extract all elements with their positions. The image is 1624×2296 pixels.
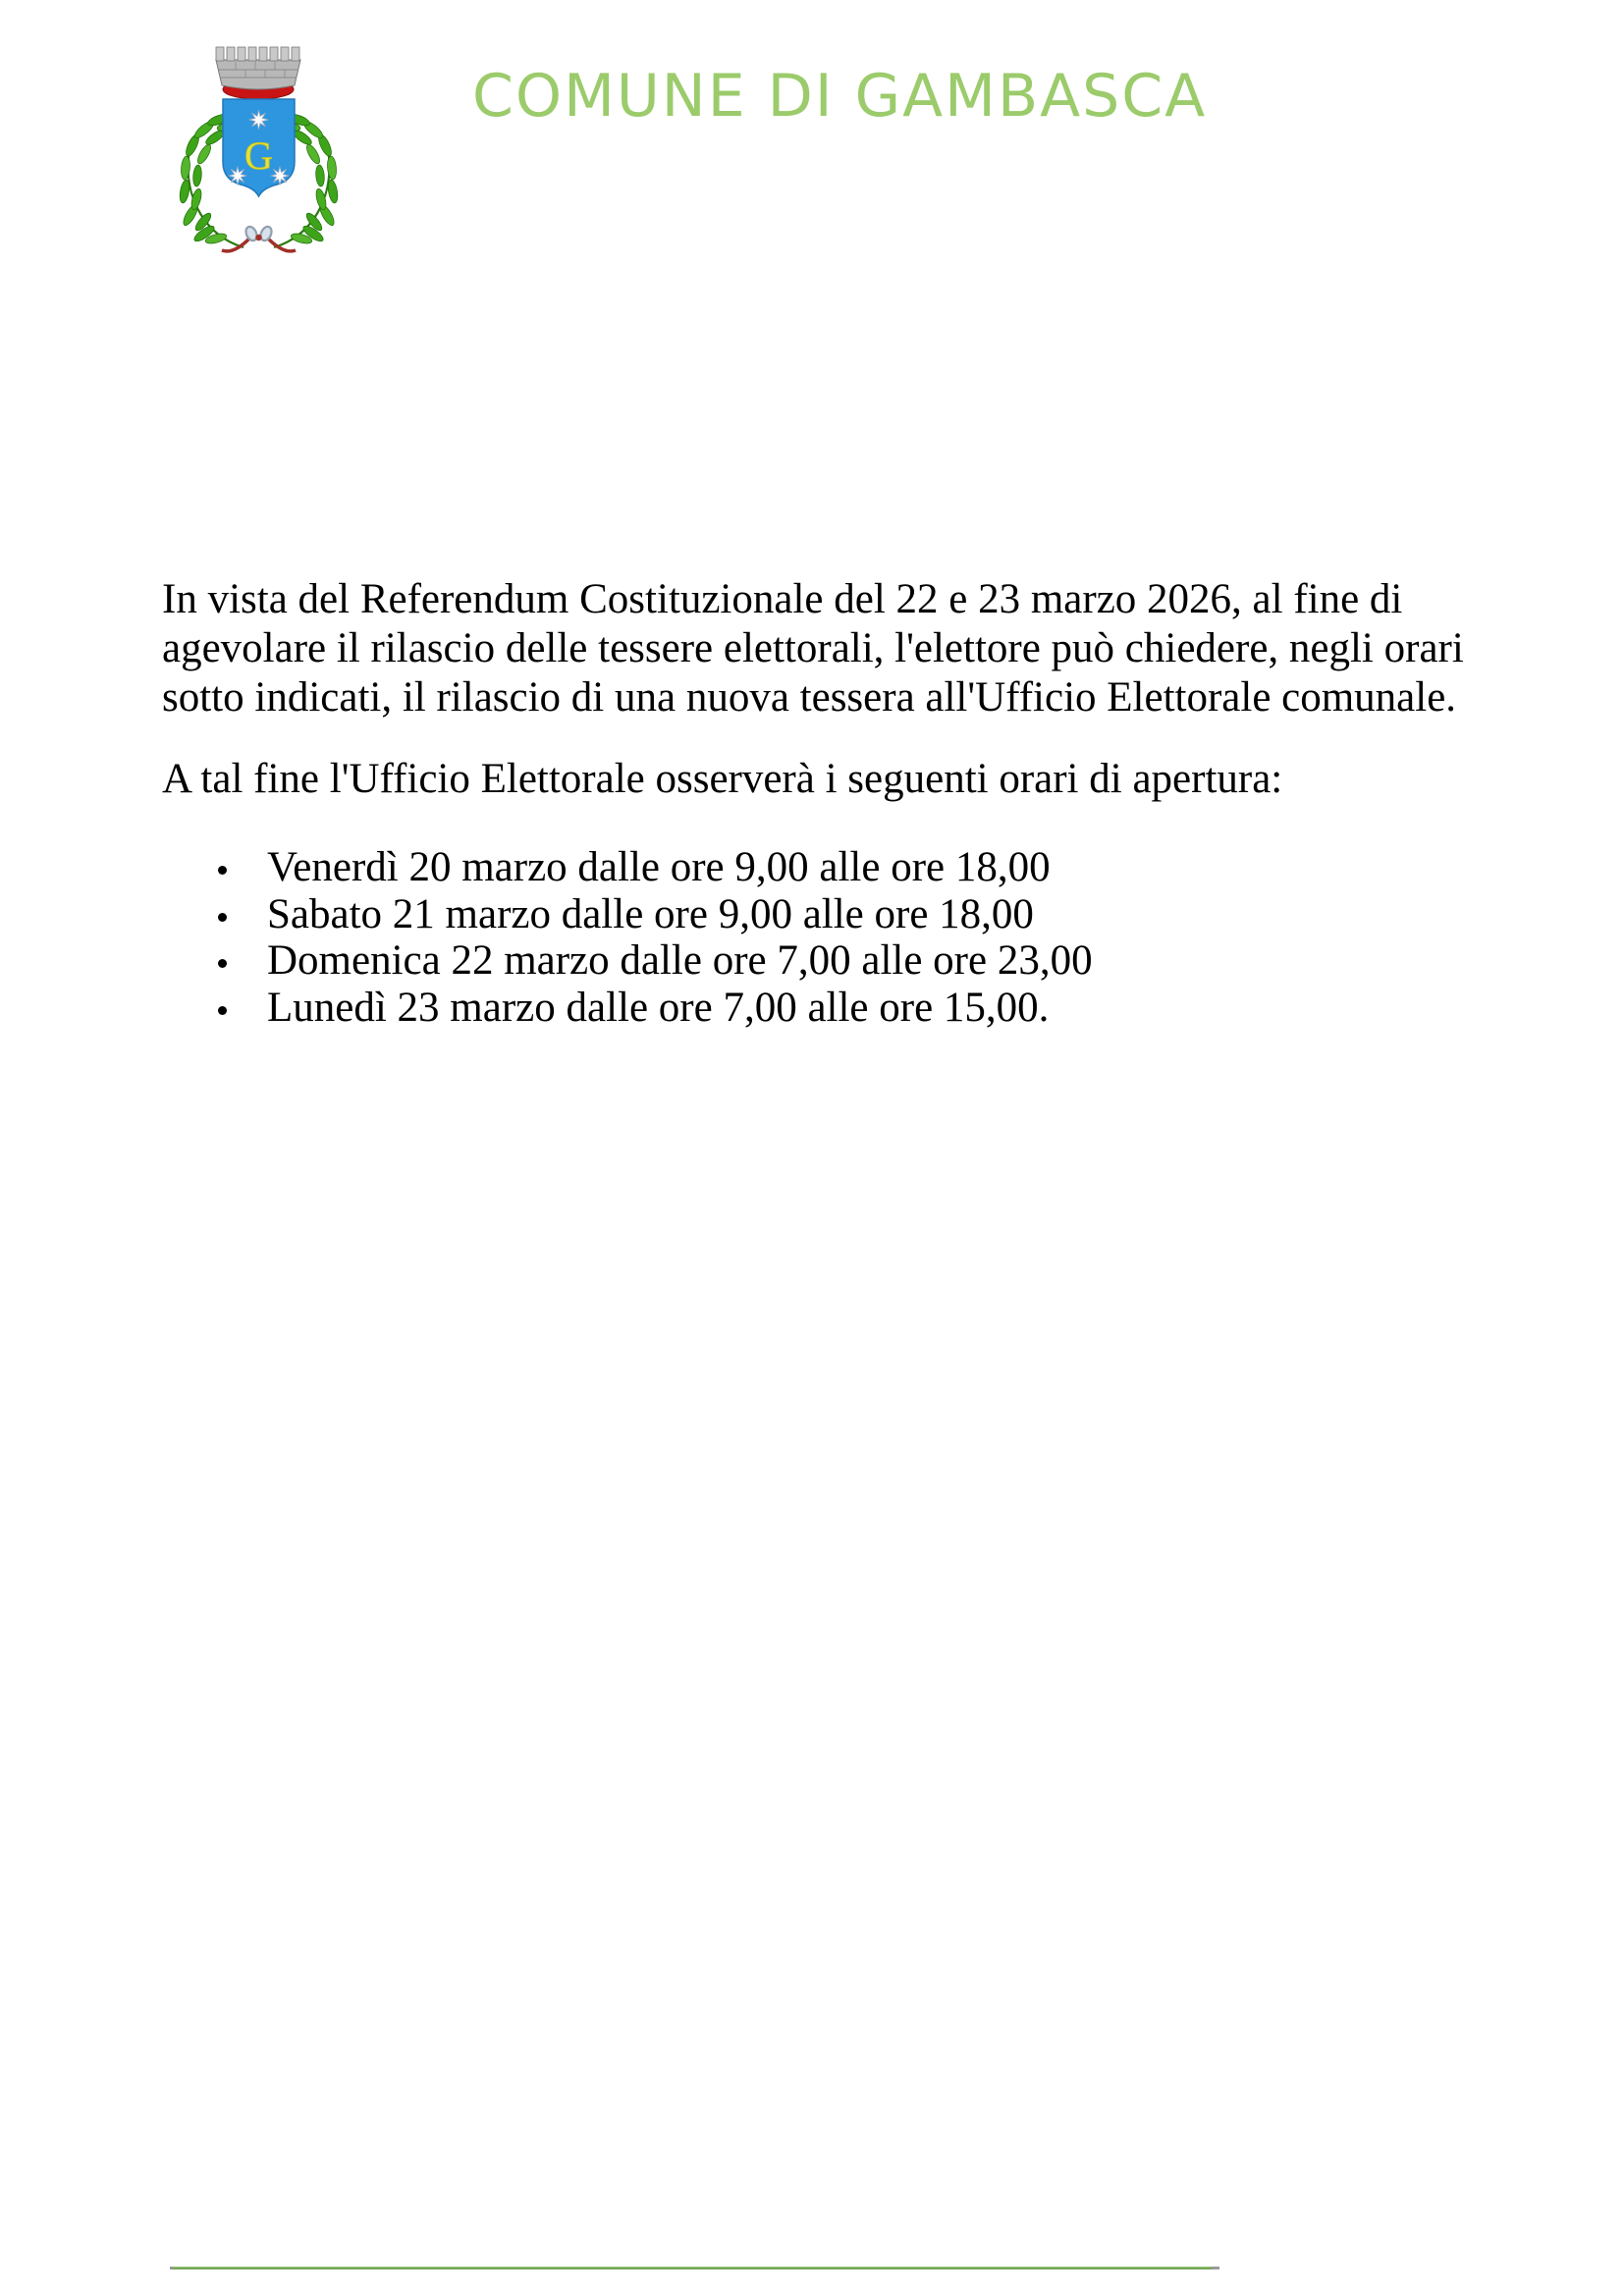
bullet-icon <box>218 913 227 922</box>
divider-line <box>173 2267 1212 2269</box>
list-item-text: Lunedì 23 marzo dalle ore 7,00 alle ore 15,00. <box>267 984 1050 1031</box>
list-item <box>162 937 1093 985</box>
municipality-crest-icon <box>177 44 358 255</box>
list-item <box>162 891 1093 938</box>
list-item <box>162 985 1093 1032</box>
list-item-text: Sabato 21 marzo dalle ore 9,00 alle ore 18,00 <box>267 890 1034 937</box>
list-item <box>162 844 1093 891</box>
paragraph-line: A tal fine l'Ufficio Elettorale osserverà i seguenti orari di apertura: <box>162 756 1283 802</box>
paragraph-line: agevolare il rilascio delle tessere elettorali, l'elettore può chiedere, negli orari <box>162 625 1464 671</box>
shield-letter: G <box>244 133 273 178</box>
list-item-text: Venerdì 20 marzo dalle ore 9,00 alle ore 18,00 <box>267 844 1051 890</box>
page-title: COMUNE DI GAMBASCA <box>472 62 1208 131</box>
star-icon <box>271 167 290 186</box>
footer-divider <box>170 2267 1219 2269</box>
divider-tip <box>1212 2267 1219 2269</box>
paragraph-line: sotto indicati, il rilascio di una nuova tessera all'Ufficio Elettorale comunale. <box>162 674 1457 721</box>
mural-crown-icon <box>216 47 300 99</box>
bullet-icon <box>218 959 227 968</box>
ribbon-bow-icon <box>222 225 296 251</box>
list-item-text: Domenica 22 marzo dalle ore 7,00 alle ore 23,00 <box>267 937 1093 984</box>
star-icon <box>249 110 269 130</box>
schedule-list <box>162 844 1093 1031</box>
paragraph-line: In vista del Referendum Costituzionale del 22 e 23 marzo 2026, al fine di <box>162 576 1403 622</box>
intro-paragraph <box>162 575 1464 722</box>
bullet-icon <box>218 1006 227 1015</box>
hours-intro-paragraph <box>162 755 1282 804</box>
bullet-icon <box>218 866 227 875</box>
shield-icon <box>223 99 295 196</box>
